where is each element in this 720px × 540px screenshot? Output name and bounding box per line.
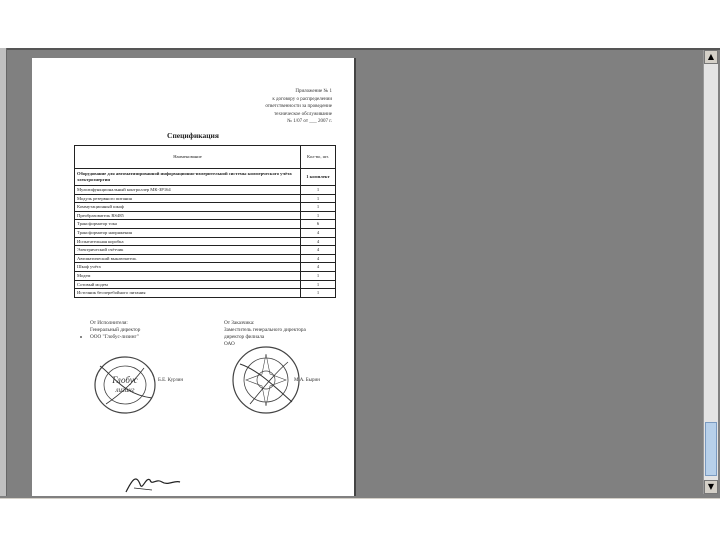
signature-line: ОАО — [224, 341, 235, 347]
signature-line: От Исполнителя: — [90, 320, 128, 326]
item-name-cell: Модем — [75, 271, 301, 280]
table-row — [75, 186, 336, 195]
table-row — [75, 289, 336, 298]
item-name-cell: Модуль резервного питания — [75, 194, 301, 203]
signature-block-left — [90, 320, 210, 341]
signature-line: Генеральный директор — [90, 327, 141, 333]
item-name-cell: Преобразователь RS485 — [75, 211, 301, 220]
item-qty-cell: 4 — [301, 237, 336, 246]
table-row — [75, 263, 336, 272]
item-name-cell: Сотовый модем — [75, 280, 301, 289]
approval-line: ответственности за проведение — [265, 104, 332, 109]
item-name-cell: Коммутационный шкаф — [75, 203, 301, 212]
item-name-cell: Автоматический выключатель — [75, 254, 301, 263]
table-row — [75, 203, 336, 212]
item-qty-cell: 1 — [301, 289, 336, 298]
table-row — [75, 254, 336, 263]
item-qty-cell: 4 — [301, 254, 336, 263]
item-name-cell: Оборудование для автоматизированной информационно-измерительной системы коммерческого учёта электроэнергии — [75, 169, 301, 186]
item-qty-cell: 4 — [301, 263, 336, 272]
approval-line: к договору о распределении — [272, 96, 332, 102]
signatory-name-right: М.А. Бырин — [294, 378, 320, 383]
item-qty-cell: 1 — [301, 194, 336, 203]
scan-speck — [80, 336, 82, 338]
vertical-scrollbar[interactable] — [703, 50, 718, 494]
svg-text:лизинг: лизинг — [115, 386, 135, 394]
item-qty-cell: 1 — [301, 211, 336, 220]
item-qty-cell: 4 — [301, 246, 336, 255]
table-row — [75, 228, 336, 237]
table-row — [75, 194, 336, 203]
viewer-left-edge — [0, 48, 7, 496]
item-qty-cell: 4 — [301, 228, 336, 237]
item-qty-cell: 6 — [301, 220, 336, 229]
item-qty-cell: 1 комплект — [301, 169, 336, 186]
signature-line: ООО "Глобус-лизинг" — [90, 334, 139, 340]
approval-line: Приложение № 1 — [295, 89, 332, 94]
approval-note — [182, 88, 332, 126]
item-name-cell: Испытательная коробка — [75, 237, 301, 246]
column-header-qty: Кол-во, шт. — [301, 146, 336, 169]
signatory-name-left: Б.Е. Курзин — [158, 378, 184, 383]
item-name-cell: Электрический счётчик — [75, 246, 301, 255]
item-name-cell: Источник бесперебойного питания — [75, 289, 301, 298]
item-name-cell: Мультифункциональный контроллер МК-ЗР164 — [75, 186, 301, 195]
scroll-down-button[interactable]: ▼ — [704, 480, 718, 494]
svg-text:Глобус: Глобус — [112, 375, 138, 385]
item-name-cell: Трансформатор тока — [75, 220, 301, 229]
approval-line: № 1/07 от ___ 2007 г. — [287, 119, 332, 124]
signature-line: директор филиала — [224, 334, 265, 340]
table-body — [75, 169, 336, 298]
scroll-up-button[interactable]: ▲ — [704, 50, 718, 64]
table-header-row — [75, 146, 336, 169]
table-row — [75, 220, 336, 229]
table-row — [75, 280, 336, 289]
handwritten-signature — [122, 470, 182, 496]
item-qty-cell: 1 — [301, 271, 336, 280]
item-name-cell: Трансформатор напряжения — [75, 228, 301, 237]
approval-line: техническое обслуживание — [274, 111, 332, 117]
table-row — [75, 271, 336, 280]
document-page — [32, 58, 354, 496]
table-row — [75, 246, 336, 255]
scroll-thumb[interactable] — [705, 422, 717, 476]
signature-line: От Заказчика: — [224, 320, 255, 326]
table-row — [75, 169, 336, 186]
column-header-name: Наименование — [75, 146, 301, 169]
item-qty-cell: 1 — [301, 203, 336, 212]
company-stamp-left — [92, 354, 158, 416]
table-row — [75, 237, 336, 246]
table-row — [75, 211, 336, 220]
item-name-cell: Шкаф учёта — [75, 263, 301, 272]
specification-table — [74, 145, 336, 298]
company-stamp-right — [230, 344, 302, 416]
document-title: Спецификация — [167, 131, 219, 140]
signature-line: Заместитель генерального директора — [224, 327, 306, 333]
item-qty-cell: 1 — [301, 186, 336, 195]
item-qty-cell: 1 — [301, 280, 336, 289]
